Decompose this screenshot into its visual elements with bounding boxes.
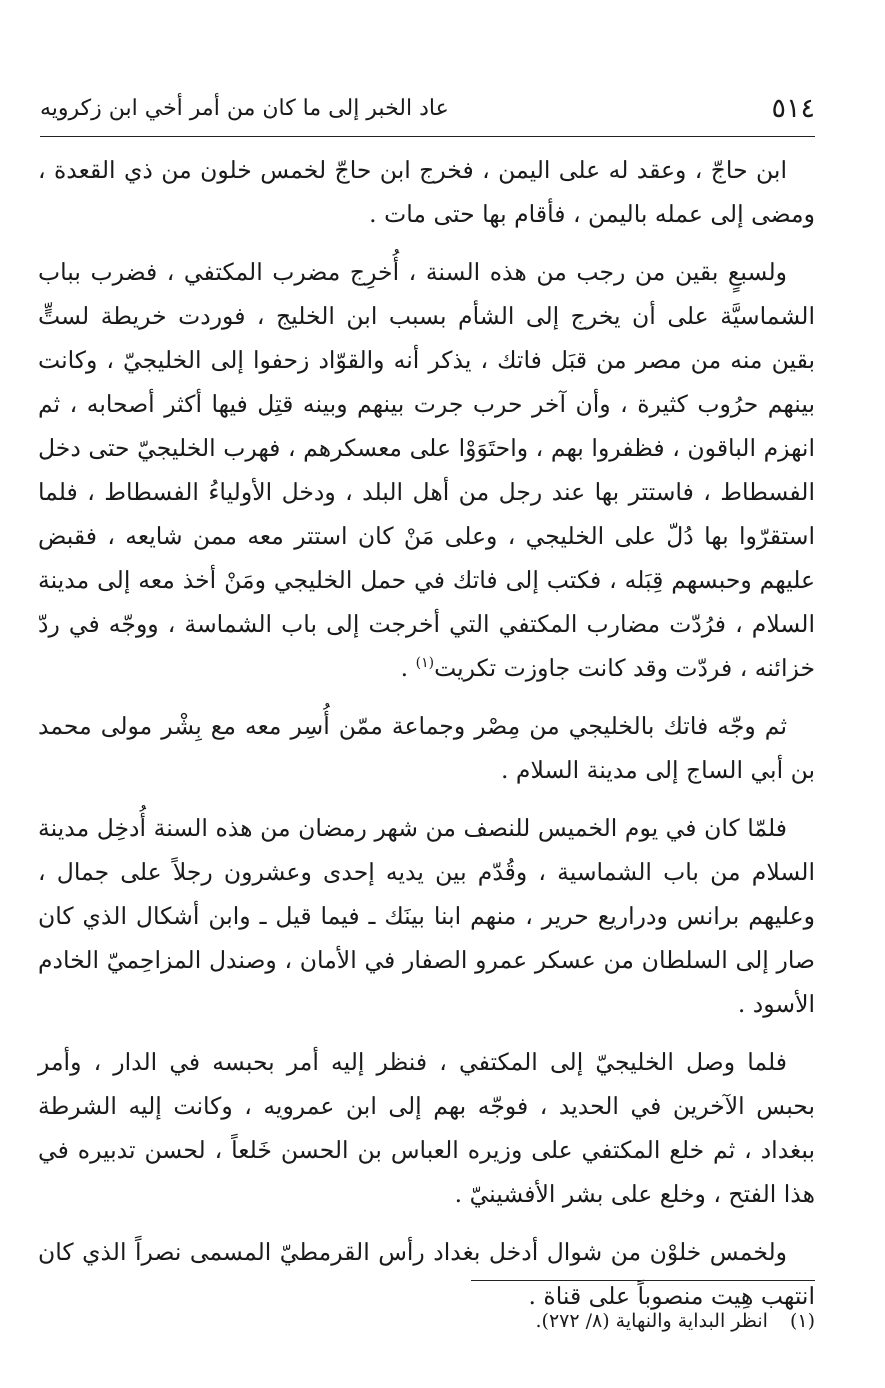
paragraph-6: ولخمس خلوْن من شوال أدخل بغداد رأس القرمطيّ المسمى نصراً الذي كان انتهب هِيت منصوباً على قناة . <box>38 1238 815 1310</box>
footnote-divider <box>471 1280 815 1281</box>
body-text <box>38 148 815 1332</box>
footnote <box>40 1306 815 1336</box>
paragraph-1: ابن حاجّ ، وعقد له على اليمن ، فخرج ابن حاجّ لخمس خلون من ذي القعدة ، ومضى إلى عمله باليمن ، فأقام بها حتى مات . <box>38 156 815 228</box>
footnote-text: انظر البداية والنهاية (٨/ ٢٧٢). <box>535 1310 768 1332</box>
paragraph-2-end: . <box>400 654 416 682</box>
paragraph-5: فلما وصل الخليجيّ إلى المكتفي ، فنظر إليه أمر بحبسه في الدار ، وأمر بحبس الآخرين في الحديد ، فوجّه بهم إلى ابن عمرويه ، وكانت إليه الشرطة ببغداد ، ثم خلع المكتفي على وزيره العباس بن الحسن خَلعاً ، لحسن تدبيره في هذا الفتح ، وخلع على بشر الأفشينيّ . <box>38 1048 815 1208</box>
header-divider <box>40 136 815 137</box>
page-number: ٥١٤ <box>771 93 815 124</box>
paragraph-2 <box>38 250 815 690</box>
page-header <box>40 84 815 126</box>
paragraph-2-text: ولسبعٍ بقين من رجب من هذه السنة ، أُخرِج مضرب المكتفي ، فضرب بباب الشماسيَّة على أن يخرج إلى الشأم بسبب ابن الخليج ، فوردت خريطة لستٍّ بقين منه من مصر من قبَل فاتك ، يذكر أنه والقوّاد زحفوا إلى الخليجيّ ، وكانت بينهم حرُوب كثيرة ، وأن آخر حرب جرت بينهم وبينه قتِل فيها أكثر أصحابه ، ثم انهزم الباقون ، فظفروا بهم ، واحتَوَوْا على معسكرهم ، فهرب الخليجيّ حتى دخل الفسطاط ، فاستتر بها عند رجل من أهل البلد ، ودخل الأولياءُ الفسطاط ، فلما استقرّوا بها دُلّ على الخليجي ، وعلى مَنْ كان استتر معه ممن شايعه ، فقبض عليهم وحبسهم قِبَله ، فكتب إلى فاتك في حمل الخليجي ومَنْ أخذ معه إلى مدينة السلام ، فرُدّت مضارب المكتفي التي أخرجت إلى باب الشماسة ، ووجّه في ردّ خزائنه ، فردّت وقد كانت جاوزت تكريت <box>38 258 815 682</box>
paragraph-3: ثم وجّه فاتك بالخليجي من مِصْر وجماعة ممّن أُسِر معه مع بِشْر مولى محمد بن أبي الساج إلى مدينة السلام . <box>38 712 815 784</box>
running-title: عاد الخبر إلى ما كان من أمر أخي ابن زكرويه <box>40 96 449 121</box>
footnote-number: (١) <box>789 1310 815 1332</box>
footnote-reference[interactable]: (١) <box>415 655 435 672</box>
paragraph-4: فلمّا كان في يوم الخميس للنصف من شهر رمضان من هذه السنة أُدخِل مدينة السلام من باب الشماسية ، وقُدّم بين يديه إحدى وعشرون رجلاً على جمال ، وعليهم برانس ودراريع حرير ، منهم ابنا بينَك ـ فيما قيل ـ وابن أشكال الذي كان صار إلى السلطان من عسكر عمرو الصفار في الأمان ، وصندل المزاحِميّ الخادم الأسود . <box>38 814 815 1018</box>
